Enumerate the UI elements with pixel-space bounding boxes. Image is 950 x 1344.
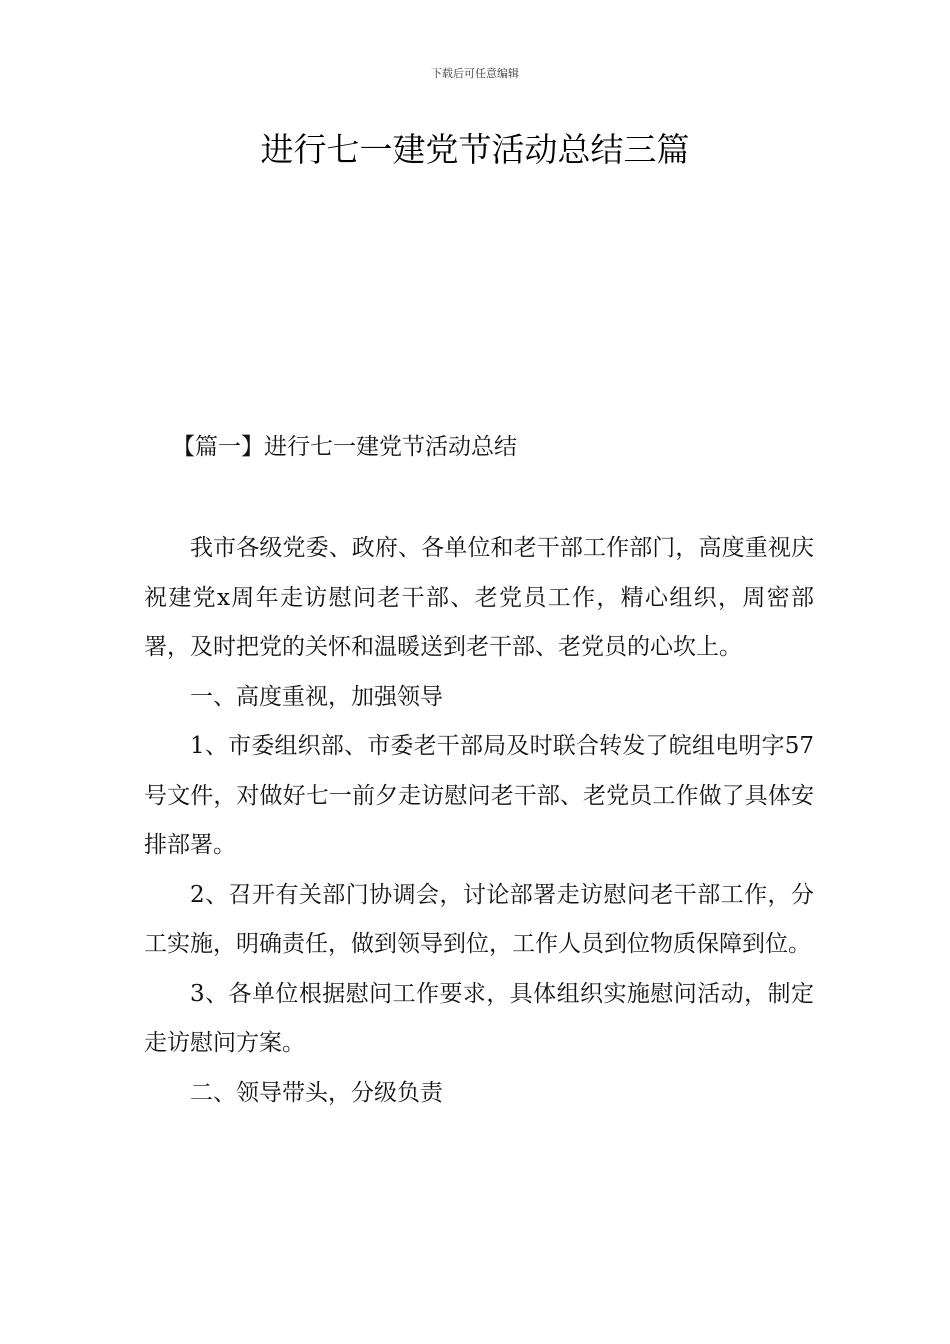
document-body <box>144 524 814 1118</box>
paragraph-item-1: 1、市委组织部、市委老干部局及时联合转发了皖组电明字57号文件，对做好七一前夕走访慰问老干部、老党员工作做了具体安排部署。 <box>144 733 814 858</box>
paragraph-intro: 我市各级党委、政府、各单位和老干部工作部门，高度重视庆祝建党x周年走访慰问老干部、老党员工作，精心组织，周密部署，及时把党的关怀和温暖送到老干部、老党员的心坎上。 <box>144 535 814 660</box>
section-heading: 【篇一】进行七一建党节活动总结 <box>172 434 517 460</box>
paragraph-item-3: 3、各单位根据慰问工作要求，具体组织实施慰问活动，制定走访慰问方案。 <box>144 980 814 1056</box>
subheading-two: 二、领导带头，分级负责 <box>190 1079 443 1106</box>
header-note: 下载后可任意编辑 <box>431 67 519 80</box>
paragraph-item-2: 2、召开有关部门协调会，讨论部署走访慰问老干部工作，分工实施，明确责任，做到领导到位，工作人员到位物质保障到位。 <box>144 881 814 957</box>
subheading-one: 一、高度重视，加强领导 <box>190 683 443 710</box>
document-title: 进行七一建党节活动总结三篇 <box>260 130 690 169</box>
